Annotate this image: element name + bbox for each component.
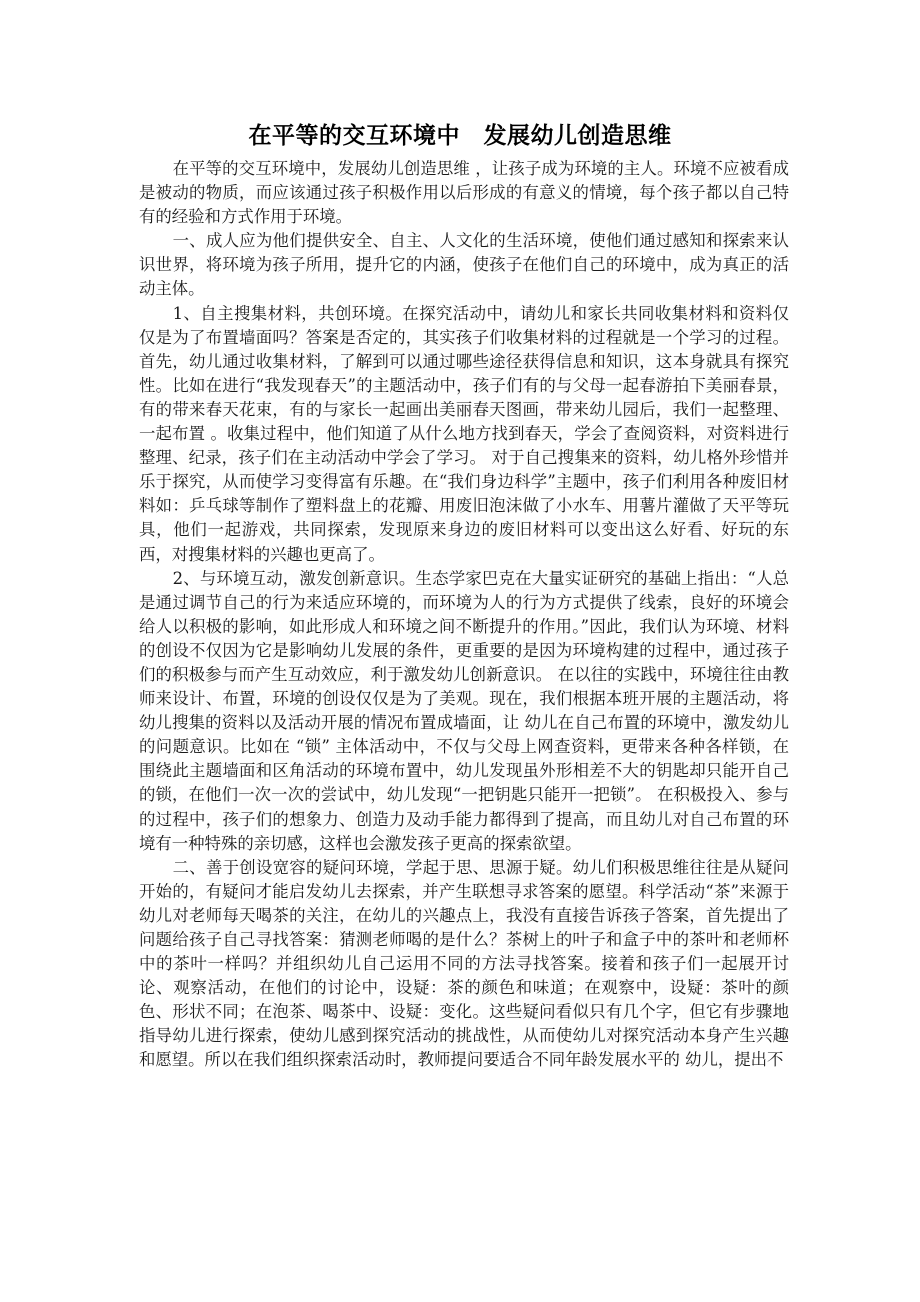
paragraph-item-1: 1、自主搜集材料，共创环境。在探究活动中，请幼儿和家长共同收集材料和资料仅仅是为了布置墙面吗？答案是否定的，其实孩子们收集材料的过程就是一个学习的过程。首先，幼儿通过收集材料，了解到可以通过哪些途径获得信息和知识，这本身就具有探究性。比如在进行“我发现春天”的主题活动中，孩子们有的与父母一起春游拍下美丽春景，有的带来春天花束，有的与家长一起画出美丽春天图画，带来幼儿园后，我们一起整理、一起布置 。收集过程中，他们知道了从什么地方找到春天，学会了查阅资料，对资料进行整理、纪录，孩子们在主动活动中学会了学习。 对于自己搜集来的资料，幼儿格外珍惜并乐于探究，从而使学习变得富有乐趣。在“我们身边科学”主题中，孩子们利用各种废旧材料如：乒乓球等制作了塑料盘上的花瓣、用废旧泡沫做了小水车、用薯片灌做了天平等玩具，他们一起游戏，共同探索，发现原来身边的废旧材料可以变出这么好看、好玩的东西，对搜集材料的兴趣也更高了。	[139, 303, 789, 564]
document-title: 在平等的交互环境中 发展幼儿创造思维	[248, 123, 672, 149]
paragraph-item-2: 2、与环境互动，激发创新意识。生态学家巴克在大量实证研究的基础上指出：“人总是通过调节自己的行为来适应环境的，而环境为人的行为方式提供了线索，良好的环境会给人以积极的影响，如此形成人和环境之间不断提升的作用。”因此，我们认为环境、材料的创设不仅因为它是影响幼儿发展的条件，更重要的是因为环境构建的过程中，通过孩子们的积极参与而产生互动效应，利于激发幼儿创新意识。 在以往的实践中，环境往往由教师来设计、布置，环境的创设仅仅是为了美观。现在，我们根据本班开展的主题活动，将幼儿搜集的资料以及活动开展的情况布置成墙面，让 幼儿在自己布置的环境中，激发幼儿的问题意识。比如在 “锁” 主体活动中，不仅与父母上网查资料，更带来各种各样锁，在围绕此主题墙面和区角活动的环境布置中，幼儿发现虽外形相差不大的钥匙却只能开自己的锁，在他们一次一次的尝试中，幼儿发现“一把钥匙只能开一把锁”。 在积极投入、参与的过程中，孩子们的想象力、创造力及动手能力都得到了提高，而且幼儿对自己布置的环境有一种特殊的亲切感，这样也会激发孩子更高的探索欲望。	[139, 568, 789, 853]
paragraph-section-2: 二、善于创设宽容的疑问环境，学起于思、思源于疑。幼儿们积极思维往往是从疑问开始的，有疑问才能启发幼儿去探索，并产生联想寻求答案的愿望。科学活动“茶”来源于幼儿对老师每天喝茶的关注，在幼儿的兴趣点上，我没有直接告诉孩子答案，首先提出了问题给孩子自己寻找答案：猜测老师喝的是什么？茶树上的叶子和盒子中的茶叶和老师杯中的茶叶一样吗？并组织幼儿自己运用不同的方法寻找答案。接着和孩子们一起展开讨论、观察活动，在他们的讨论中，设疑：茶的颜色和味道；在观察中，设疑：茶叶的颜色、形状不同；在泡茶、喝茶中、设疑：变化。这些疑问看似只有几个字，但它有步骤地指导幼儿进行探索，使幼儿感到探究活动的挑战性，从而使幼儿对探究活动本身产生兴趣和愿望。所以在我们组织探索活动时，教师提问要适合不同年龄发展水平的 幼儿，提出不	[139, 857, 789, 1070]
paragraph-intro: 在平等的交互环境中，发展幼儿创造思维 ，让孩子成为环境的主人。环境不应被看成是被动的物质，而应该通过孩子积极作用以后形成的有意义的情境，每个孩子都以自己特有的经验和方式作用于环境。	[139, 159, 789, 227]
document-body	[139, 157, 789, 1073]
paragraph-section-1: 一、成人应为他们提供安全、自主、人文化的生活环境，使他们通过感知和探索来认识世界，将环境为孩子所用，提升它的内涵，使孩子在他们自己的环境中，成为真正的活动主体。	[139, 231, 789, 299]
